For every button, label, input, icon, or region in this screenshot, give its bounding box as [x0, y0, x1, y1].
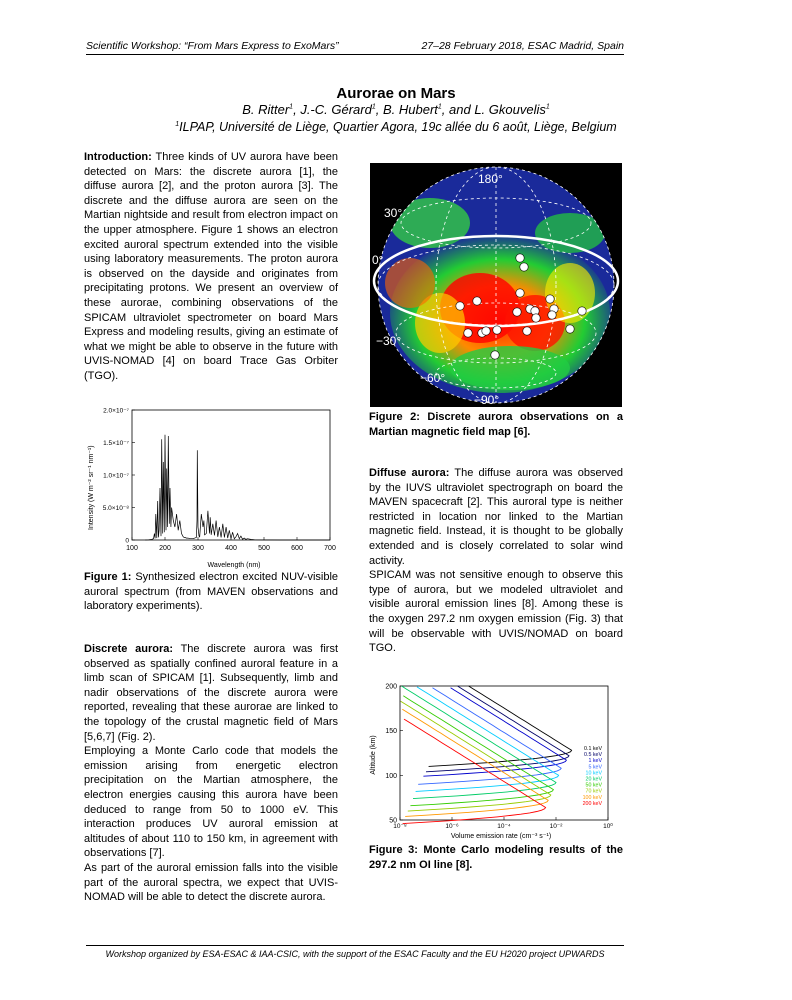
fig1-caption-label: Figure 1:	[84, 571, 132, 583]
fig3-ytick-label: 200	[385, 683, 397, 691]
author-affiliation-mark: 1	[545, 103, 550, 111]
map-graphic	[370, 163, 622, 407]
author-name: J.-C. Gérard	[300, 102, 372, 117]
fig3-xtick-label: 10⁻⁸	[393, 823, 407, 830]
fig3-legend-entry: 70 keV	[585, 788, 602, 795]
fig3-legend-entry: 5 keV	[588, 764, 602, 771]
observation-dot	[513, 308, 521, 316]
map-label-minus90: −90°	[474, 393, 500, 407]
fig3-ytick-label: 50	[389, 817, 397, 825]
discrete-heading: Discrete aurora:	[84, 643, 174, 655]
fig1-ylabel: Intensity (W m⁻² sr⁻¹ nm⁻¹)	[88, 445, 95, 530]
map-label-180: 180°	[478, 172, 503, 186]
fig3-series-line	[429, 686, 572, 766]
fig3-ytick-label: 100	[385, 772, 397, 780]
discrete-section	[84, 642, 338, 905]
fig1-caption	[84, 570, 338, 614]
observation-dot	[546, 295, 554, 303]
fig1-xtick-label: 300	[192, 545, 204, 552]
fig1-xtick-label: 700	[324, 545, 336, 552]
author-name: B. Ritter	[242, 102, 290, 117]
left-column	[84, 150, 338, 384]
figure-2-magnetic-map	[370, 163, 622, 407]
fig3-xtick-label: 10⁻²	[549, 823, 563, 830]
fig1-ytick-label: 2.0×10⁻⁷	[103, 407, 129, 415]
author-list: B. Ritter$^1$, J.-C. Gérard$^1$, B. Hubert$^1$, and L. Gkouvelis$^1$	[242, 102, 550, 117]
observation-dot	[520, 263, 528, 271]
observation-dot	[566, 325, 574, 333]
fig3-legend-entry: 1 keV	[588, 758, 602, 765]
fig1-xlabel: Wavelength (nm)	[207, 562, 261, 569]
map-disk	[370, 163, 622, 407]
map-label-0: 0°	[372, 253, 384, 267]
header-rule	[86, 54, 624, 55]
fig1-xtick-label: 400	[225, 545, 237, 552]
fig1-caption-text: Synthesized electron excited NUV-visible auroral spectrum (from MAVEN observations and laboratory experiments).	[84, 571, 339, 613]
observation-dot	[516, 254, 524, 262]
fig3-ytick-label: 150	[385, 728, 397, 736]
fig3-legend-entry: 100 keV	[582, 794, 602, 801]
fig1-xtick-label: 600	[291, 545, 303, 552]
fig3-frame	[400, 686, 608, 820]
fig1-xtick-label: 100	[126, 545, 138, 552]
observation-dot	[482, 327, 490, 335]
observation-dot	[523, 327, 531, 335]
observation-dot	[578, 307, 586, 315]
figure-1-spectrum	[84, 400, 340, 572]
discrete-p3: As part of the auroral emission falls into the visible part of the auroral spectra, we expect that UVIS-NOMAD will be able to detect the discrete aurora.	[84, 861, 338, 904]
intro-text: Three kinds of UV aurora have been detected on Mars: the discrete aurora [1], the diffuse aurora [2], and the proton aurora [3]. The discrete and the diffuse aurora are seen on the Martian nightside and result from electron impact on the upper atmosphere. Figure 1 shows an electron excited auroral spectrum extended into the visible using laboratory measurements. The proton aurora is observed on the dayside and originates from precipitating protons. We present an overview of these aurorae, combining observations of the SPICAM ultraviolet spectrometer on board Mars Express and modeling results, giving an estimate of what we might be able to observe in the future with UVIS-NOMAD [4] on board Trace Gas Orbiter (TGO).	[84, 151, 338, 382]
figure-3-monte-carlo	[366, 680, 624, 840]
map-label-30: 30°	[384, 206, 403, 220]
observation-dot	[473, 297, 481, 305]
fig3-xtick-label: 10⁻⁶	[445, 823, 459, 830]
fig3-legend-entry: 0.1 keV	[584, 746, 602, 752]
diffuse-p1-text: The diffuse aurora was observed by the IUVS ultraviolet spectrograph on board the MAVEN spacecraft [2]. This auroral type is neither restricted in location nor linked to the Martian magnetic field. Instead, it is thought to be globally extended and is closely correlated to solar wind activity.	[369, 467, 623, 567]
observation-dot	[532, 314, 540, 322]
observation-dot	[464, 329, 472, 337]
author-name: L. Gkouvelis	[474, 102, 546, 117]
diffuse-p1	[369, 466, 623, 568]
observation-dot	[516, 289, 524, 297]
header-right: 27–28 February 2018, ESAC Madrid, Spain	[421, 40, 624, 52]
fig3-series-line	[418, 688, 561, 785]
fig1-ytick-label: 5.0×10⁻⁸	[102, 505, 129, 512]
author-name: B. Hubert	[382, 102, 438, 117]
observation-dot	[456, 302, 464, 310]
discrete-p2: Employing a Monte Carlo code that models the emission arising from energetic electron precipitation on the Martian atmosphere, the electron energies causing this aurora have been deduced to range from 50 to 1000 eV. This interaction produces UV auroral emission at altitudes of about 110 to 150 km, in agreement with observations [7].	[84, 745, 338, 860]
author-affiliation-mark: 1	[437, 103, 442, 111]
fig3-series-line	[423, 688, 566, 776]
fig3-legend-entry: 0.5 keV	[584, 752, 602, 759]
fig3-legend-entry: 10 keV	[585, 770, 602, 777]
fig1-ytick-label: 1.5×10⁻⁷	[103, 440, 129, 447]
map-label-minus30: −30°	[376, 334, 402, 348]
fig3-xlabel: Volume emission rate (cm⁻³ s⁻¹)	[450, 833, 552, 840]
header-left: Scientific Workshop: “From Mars Express to ExoMars”	[86, 40, 339, 52]
discrete-p1	[84, 642, 338, 744]
fig1-xtick-label: 500	[258, 545, 270, 552]
affiliation-mark: 1	[175, 120, 180, 128]
fig3-xtick-label: 10⁰	[603, 823, 613, 830]
observation-dot	[548, 311, 556, 319]
fig3-caption: Figure 3: Monte Carlo modeling results of the 297.2 nm OI line [8].	[369, 844, 623, 871]
fig1-spectrum-line	[145, 435, 330, 540]
fig3-ylabel: Altitude (km)	[370, 735, 377, 775]
footer: Workshop organized by ESA-ESAC & IAA-CSIC, with the support of the ESAC Faculty and the EU H2020 project UPWARDS	[105, 949, 605, 959]
diffuse-p2: SPICAM was not sensitive enough to observe this type of aurora, but we modeled ultraviolet and visible auroral emission lines [8]. Among these is the oxygen 297.2 nm oxygen emission (Fig. 3) that will be observable with UVIS/NOMAD on board TGO.	[369, 569, 623, 655]
affiliation	[0, 120, 792, 134]
affiliation-text: ILPAP, Université de Liège, Quartier Agora, 19c allée du 6 août, Liège, Belgium	[179, 120, 617, 134]
fig3-legend-entry: 50 keV	[585, 782, 602, 789]
fig1-ytick-label: 0	[125, 537, 129, 545]
fig3-series-line	[402, 709, 548, 816]
diffuse-heading: Diffuse aurora:	[369, 467, 450, 479]
author-affiliation-mark: 1	[289, 103, 294, 111]
fig2-caption: Figure 2: Discrete aurora observations on a Martian magnetic field map [6].	[369, 411, 623, 438]
fig1-xtick-label: 200	[159, 545, 171, 552]
paper-title: Aurorae on Mars	[336, 85, 456, 102]
observation-dot	[491, 351, 499, 359]
discrete-p1-text: The discrete aurora was first observed as spatially confined auroral feature in a limb scan of SPICAM [1]. Subsequently, limb and nadir observations of the discrete aurora were reported, revealing that these aurorae are linked to the topology of the crustal magnetic field of Mars [5,6,7] (Fig. 2).	[84, 643, 338, 743]
fig3-legend-entry: 200 keV	[582, 800, 602, 807]
author-affiliation-mark: 1	[371, 103, 376, 111]
intro-paragraph	[84, 150, 338, 384]
fig3-xtick-label: 10⁻⁴	[497, 823, 511, 830]
footer-rule	[86, 945, 624, 946]
map-label-minus60: −60°	[420, 371, 446, 385]
fig1-ytick-label: 1.0×10⁻⁷	[103, 472, 129, 480]
intro-heading: Introduction:	[84, 151, 152, 163]
fig3-legend-entry: 20 keV	[585, 776, 602, 783]
diffuse-section	[369, 466, 623, 656]
observation-dot	[493, 326, 501, 334]
